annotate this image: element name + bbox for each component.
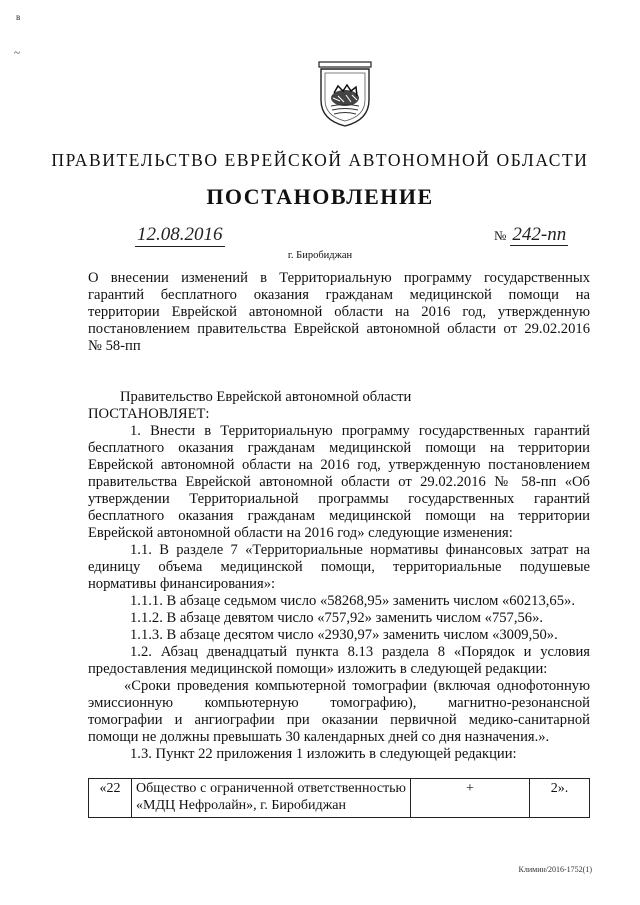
margin-mark: в: [16, 12, 21, 22]
body-line: Еврейской автономной области на 2016 год» следующие изменения:: [88, 525, 513, 541]
body-line: 1.1.3. В абзаце десятом число «2930,97» заменить числом «3009,50».: [130, 627, 558, 643]
body-line: Еврейской автономной области на 2016 год, утвержденную постановлением: [88, 457, 590, 473]
table-cell-mark: +: [411, 779, 530, 818]
body-line: томографии и ангиографии при оказании первичной медико-санитарной: [88, 712, 590, 728]
body-line: помощи не должны превышать 30 календарных дней со дня назначения.».: [88, 729, 550, 745]
body-line: ПОСТАНОВЛЯЕТ:: [88, 406, 210, 422]
document-number: 242-пп: [512, 224, 567, 245]
coat-of-arms-emblem: [316, 60, 374, 128]
body-line: правительства Еврейской автономной области от 29.02.2016 № 58-пп «Об: [88, 474, 590, 490]
margin-mark: ~: [14, 47, 20, 59]
organization-line: Общество с ограниченной ответственностью: [136, 781, 406, 796]
subject-block: [88, 270, 590, 355]
table-cell-number: «22: [89, 779, 132, 818]
city-label: г. Биробиджан: [287, 250, 353, 261]
amendment-table: [88, 778, 590, 818]
subject-line: территории Еврейской автономной области на 2016 год, утвержденную: [88, 304, 590, 320]
document-number-block: [494, 224, 568, 247]
subject-line: О внесении изменений в Территориальную программу государственных: [88, 270, 590, 286]
organization-line: «МДЦ Нефролайн», г. Биробиджан: [136, 798, 346, 813]
document-date: 12.08.2016: [137, 224, 223, 245]
body-line: предоставления медицинской помощи» изложить в следующей редакции:: [88, 661, 548, 677]
subject-line: постановлением правительства Еврейской автономной области от 29.02.2016: [88, 321, 590, 337]
subject-line: гарантий бесплатного оказания гражданам медицинской помощи на: [88, 287, 590, 303]
table-row: [89, 779, 590, 818]
body-line: 1. Внести в Территориальную программу государственных гарантий: [130, 423, 590, 439]
body-line: бесплатного оказания гражданам медицинской помощи на территории: [88, 440, 590, 456]
document-type-title: ПОСТАНОВЛЕНИЕ: [206, 184, 434, 209]
body-line: «Сроки проведения компьютерной томографии (включая однофотонную: [124, 678, 590, 694]
table-cell-value: 2».: [530, 779, 590, 818]
footer-code: Климин/2016-1752(1): [518, 865, 592, 874]
subject-line: № 58-пп: [88, 338, 141, 354]
body-line: 1.1. В разделе 7 «Территориальные нормативы финансовых затрат на: [130, 542, 590, 558]
body-line: нормативы финансирования»:: [88, 576, 276, 592]
body-text: [88, 389, 590, 763]
government-title: ПРАВИТЕЛЬСТВО ЕВРЕЙСКОЙ АВТОНОМНОЙ ОБЛАСТИ: [51, 150, 589, 170]
number-label: №: [494, 228, 507, 243]
body-line: утверждении Территориальной программы государственных гарантий: [88, 491, 590, 507]
body-line: бесплатного оказания гражданам медицинской помощи на территории: [88, 508, 590, 524]
body-line: эмиссионную компьютерную томографию), магнитно-резонансной: [88, 695, 590, 711]
body-line: 1.1.1. В абзаце седьмом число «58268,95» заменить числом «60213,65».: [130, 593, 575, 609]
table-cell-organization: [132, 779, 411, 818]
body-line: единицу объема медицинской помощи, территориальные подушевые: [88, 559, 590, 575]
body-line: 1.1.2. В абзаце девятом число «757,92» заменить числом «757,56».: [130, 610, 544, 626]
body-line: 1.3. Пункт 22 приложения 1 изложить в следующей редакции:: [130, 746, 517, 762]
body-line: Правительство Еврейской автономной области: [120, 389, 412, 405]
body-line: 1.2. Абзац двенадцатый пункта 8.13 раздела 8 «Порядок и условия: [130, 644, 590, 660]
